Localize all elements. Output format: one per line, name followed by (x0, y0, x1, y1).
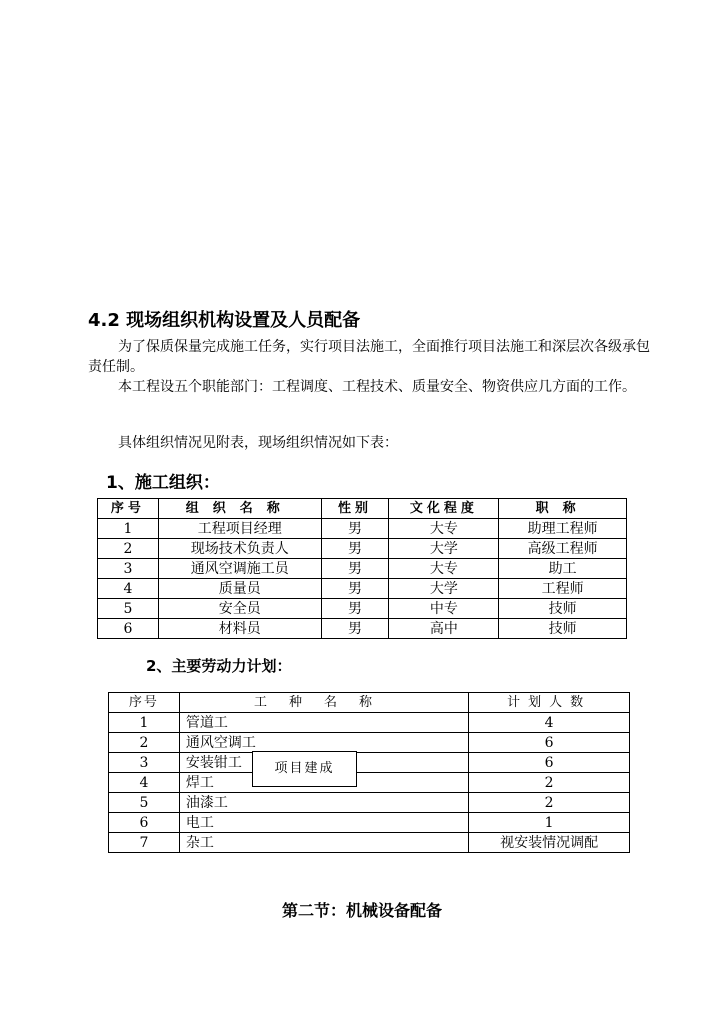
table-row (98, 559, 627, 579)
labor-cell-index: 2 (109, 733, 180, 753)
org-cell-index: 5 (98, 599, 159, 619)
org-cell-title: 工程师 (499, 579, 627, 599)
table-row (98, 579, 627, 599)
labor-cell-count: 1 (469, 813, 630, 833)
org-cell-education: 大学 (389, 579, 499, 599)
table-row (98, 599, 627, 619)
org-table-header-row (98, 499, 627, 519)
table-row (109, 833, 630, 853)
org-cell-name: 安全员 (158, 599, 321, 619)
org-table-title: 1、施工组织： (106, 473, 220, 493)
org-cell-gender: 男 (321, 599, 389, 619)
org-cell-gender: 男 (321, 539, 389, 559)
table-row (98, 619, 627, 639)
org-cell-title: 高级工程师 (499, 539, 627, 559)
org-cell-index: 3 (98, 559, 159, 579)
table-row (109, 753, 630, 773)
org-cell-education: 大学 (389, 539, 499, 559)
org-cell-education: 大专 (389, 559, 499, 579)
labor-cell-trade: 管道工 (179, 713, 468, 733)
section-heading: 4.2 现场组织机构设置及人员配备 (88, 310, 361, 331)
table-row (109, 733, 630, 753)
org-cell-name: 现场技术负责人 (158, 539, 321, 559)
labor-cell-count: 2 (469, 773, 630, 793)
labor-header-index: 序号 (109, 693, 180, 713)
org-header-title: 职称 (499, 499, 627, 519)
org-cell-index: 4 (98, 579, 159, 599)
table-row (109, 813, 630, 833)
labor-table-header-row (109, 693, 630, 713)
labor-cell-count: 视安装情况调配 (469, 833, 630, 853)
org-cell-education: 中专 (389, 599, 499, 619)
org-cell-index: 2 (98, 539, 159, 559)
labor-cell-trade: 电工 (179, 813, 468, 833)
org-header-gender: 性别 (321, 499, 389, 519)
table-row (109, 773, 630, 793)
org-cell-title: 技师 (499, 619, 627, 639)
org-cell-gender: 男 (321, 559, 389, 579)
labor-cell-count: 2 (469, 793, 630, 813)
labor-table-title: 2、主要劳动力计划： (146, 657, 292, 675)
labor-cell-index: 6 (109, 813, 180, 833)
labor-cell-index: 5 (109, 793, 180, 813)
project-stamp-box: 项目建成 (252, 751, 357, 787)
table-row (109, 793, 630, 813)
org-cell-title: 助工 (499, 559, 627, 579)
org-cell-index: 1 (98, 519, 159, 539)
labor-header-count: 计划人数 (469, 693, 630, 713)
org-cell-name: 质量员 (158, 579, 321, 599)
org-header-name: 组织名称 (158, 499, 321, 519)
org-cell-education: 高中 (389, 619, 499, 639)
labor-cell-count: 6 (469, 753, 630, 773)
org-table (97, 498, 627, 639)
paragraph-responsibility: 为了保质保量完成施工任务，实行项目法施工，全面推行项目法施工和深层次各级承包责任制。 (88, 339, 650, 375)
labor-table (108, 692, 630, 853)
labor-cell-index: 3 (109, 753, 180, 773)
org-cell-name: 材料员 (158, 619, 321, 639)
labor-cell-index: 1 (109, 713, 180, 733)
org-header-index: 序号 (98, 499, 159, 519)
org-cell-gender: 男 (321, 519, 389, 539)
table-row (109, 713, 630, 733)
org-header-education: 文化程度 (389, 499, 499, 519)
labor-cell-trade: 焊工 (179, 773, 468, 793)
org-cell-title: 助理工程师 (499, 519, 627, 539)
table-row (98, 519, 627, 539)
org-cell-name: 工程项目经理 (158, 519, 321, 539)
next-section-heading: 第二节：机械设备配备 (281, 901, 442, 920)
labor-cell-trade: 杂工 (179, 833, 468, 853)
labor-cell-index: 7 (109, 833, 180, 853)
paragraph-table-intro: 具体组织情况见附表，现场组织情况如下表： (118, 435, 398, 451)
org-cell-gender: 男 (321, 619, 389, 639)
table-row (98, 539, 627, 559)
labor-cell-trade: 通风空调工 (179, 733, 468, 753)
labor-cell-count: 6 (469, 733, 630, 753)
labor-cell-count: 4 (469, 713, 630, 733)
labor-cell-trade: 安装钳工 (179, 753, 468, 773)
org-cell-gender: 男 (321, 579, 389, 599)
org-cell-name: 通风空调施工员 (158, 559, 321, 579)
paragraph-departments: 本工程设五个职能部门：工程调度、工程技术、质量安全、物资供应几方面的工作。 (118, 379, 636, 395)
labor-header-trade: 工种名称 (179, 693, 468, 713)
org-cell-index: 6 (98, 619, 159, 639)
labor-cell-index: 4 (109, 773, 180, 793)
org-cell-education: 大专 (389, 519, 499, 539)
labor-cell-trade: 油漆工 (179, 793, 468, 813)
org-cell-title: 技师 (499, 599, 627, 619)
